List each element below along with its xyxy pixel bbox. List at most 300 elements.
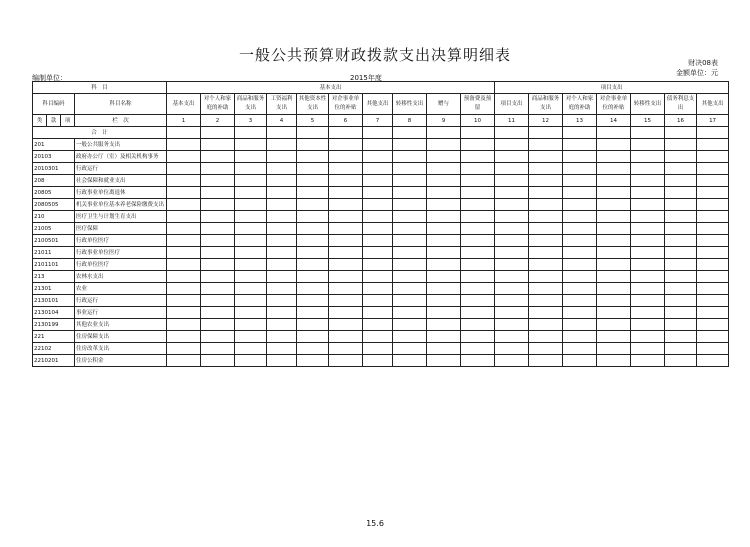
table-cell	[665, 139, 697, 151]
table-cell	[665, 175, 697, 187]
table-cell	[597, 319, 631, 331]
table-cell	[563, 175, 597, 187]
table-row	[33, 307, 729, 319]
row-code: 20805	[33, 187, 75, 199]
table-cell	[235, 283, 267, 295]
table-cell	[201, 247, 235, 259]
table-cell	[329, 259, 363, 271]
table-cell	[267, 139, 297, 151]
table-cell	[631, 187, 665, 199]
table-cell	[267, 247, 297, 259]
total-label: 合 计	[33, 127, 167, 139]
table-cell	[697, 259, 729, 271]
row-code: 21301	[33, 283, 75, 295]
table-cell	[167, 235, 201, 247]
table-cell	[665, 127, 697, 139]
table-cell	[597, 211, 631, 223]
table-cell	[631, 331, 665, 343]
table-cell	[697, 187, 729, 199]
table-cell	[427, 247, 461, 259]
table-cell	[631, 235, 665, 247]
header-row	[33, 94, 729, 115]
table-cell	[329, 319, 363, 331]
table-cell	[235, 151, 267, 163]
table-cell	[329, 211, 363, 223]
table-cell	[563, 295, 597, 307]
row-name: 其他农业支出	[75, 319, 167, 331]
project-group-header: 项目支出	[495, 82, 729, 94]
row-name: 住房改革支出	[75, 343, 167, 355]
row-code: 2010301	[33, 163, 75, 175]
table-cell	[461, 319, 495, 331]
table-cell	[167, 151, 201, 163]
table-cell	[631, 283, 665, 295]
table-cell	[563, 331, 597, 343]
page-number: 15.6	[366, 519, 384, 528]
table-cell	[631, 139, 665, 151]
table-cell	[267, 175, 297, 187]
table-cell	[665, 355, 697, 367]
column-number: 4	[267, 115, 297, 127]
row-name: 事业运行	[75, 307, 167, 319]
column-header: 基本支出	[167, 94, 201, 115]
table-cell	[529, 355, 563, 367]
table-cell	[267, 187, 297, 199]
table-cell	[597, 295, 631, 307]
table-cell	[363, 247, 393, 259]
table-cell	[631, 223, 665, 235]
table-cell	[697, 295, 729, 307]
table-cell	[167, 331, 201, 343]
page-title: 一般公共预算财政拨款支出决算明细表	[238, 46, 511, 64]
column-header: 对个人和家庭的补助	[563, 94, 597, 115]
table-cell	[597, 163, 631, 175]
table-cell	[363, 343, 393, 355]
table-cell	[297, 247, 329, 259]
column-label: 栏 次	[75, 115, 167, 127]
table-cell	[363, 163, 393, 175]
table-cell	[697, 235, 729, 247]
report-year: 2015年度	[350, 74, 382, 82]
row-code: 20103	[33, 151, 75, 163]
table-cell	[297, 259, 329, 271]
table-cell	[329, 151, 363, 163]
table-cell	[495, 151, 529, 163]
row-name: 行政运行	[75, 163, 167, 175]
table-cell	[393, 175, 427, 187]
table-cell	[267, 331, 297, 343]
table-cell	[427, 199, 461, 211]
table-cell	[235, 319, 267, 331]
table-row	[33, 175, 729, 187]
row-code: 22102	[33, 343, 75, 355]
table-cell	[393, 259, 427, 271]
row-code: 2130104	[33, 307, 75, 319]
table-cell	[529, 235, 563, 247]
table-cell	[363, 319, 393, 331]
table-cell	[201, 331, 235, 343]
table-row	[33, 343, 729, 355]
subject-header: 科 目	[33, 82, 167, 94]
column-number: 10	[461, 115, 495, 127]
table-cell	[201, 211, 235, 223]
table-cell	[461, 331, 495, 343]
table-cell	[393, 151, 427, 163]
table-cell	[665, 223, 697, 235]
table-cell	[461, 343, 495, 355]
table-cell	[235, 199, 267, 211]
table-cell	[495, 343, 529, 355]
subject-name-header: 科目名称	[75, 94, 167, 115]
table-cell	[563, 127, 597, 139]
table-cell	[201, 307, 235, 319]
table-cell	[631, 307, 665, 319]
amount-unit: 金额单位：元	[676, 69, 718, 77]
table-cell	[427, 139, 461, 151]
table-cell	[235, 175, 267, 187]
table-cell	[329, 283, 363, 295]
table-cell	[201, 319, 235, 331]
column-number: 17	[697, 115, 729, 127]
table-cell	[597, 151, 631, 163]
table-cell	[597, 355, 631, 367]
table-cell	[427, 319, 461, 331]
column-header: 转移性支出	[393, 94, 427, 115]
table-cell	[631, 247, 665, 259]
table-cell	[235, 259, 267, 271]
table-cell	[427, 331, 461, 343]
table-cell	[427, 151, 461, 163]
table-cell	[427, 271, 461, 283]
table-cell	[461, 247, 495, 259]
table-cell	[167, 187, 201, 199]
table-cell	[697, 319, 729, 331]
table-cell	[461, 151, 495, 163]
table-cell	[631, 199, 665, 211]
table-cell	[235, 331, 267, 343]
table-cell	[235, 139, 267, 151]
table-cell	[427, 235, 461, 247]
column-header: 商品和服务支出	[529, 94, 563, 115]
table-cell	[529, 331, 563, 343]
table-cell	[461, 223, 495, 235]
table-cell	[665, 343, 697, 355]
table-cell	[529, 139, 563, 151]
table-cell	[597, 307, 631, 319]
table-cell	[529, 283, 563, 295]
table-cell	[393, 283, 427, 295]
table-cell	[297, 163, 329, 175]
row-name: 农业	[75, 283, 167, 295]
table-cell	[297, 331, 329, 343]
table-cell	[363, 271, 393, 283]
table-cell	[393, 139, 427, 151]
table-cell	[461, 271, 495, 283]
table-cell	[697, 151, 729, 163]
row-code: 2210201	[33, 355, 75, 367]
table-cell	[363, 259, 393, 271]
table-cell	[597, 127, 631, 139]
table-cell	[597, 343, 631, 355]
table-cell	[495, 331, 529, 343]
table-cell	[529, 199, 563, 211]
table-cell	[427, 295, 461, 307]
table-cell	[167, 319, 201, 331]
table-cell	[461, 187, 495, 199]
table-row	[33, 319, 729, 331]
table-cell	[529, 271, 563, 283]
table-cell	[563, 247, 597, 259]
table-cell	[201, 199, 235, 211]
table-cell	[393, 211, 427, 223]
table-cell	[563, 259, 597, 271]
table-row	[33, 139, 729, 151]
table-cell	[167, 247, 201, 259]
table-cell	[665, 271, 697, 283]
table-cell	[329, 295, 363, 307]
table-cell	[495, 355, 529, 367]
column-header: 工资福利支出	[267, 94, 297, 115]
table-row	[33, 271, 729, 283]
table-cell	[597, 331, 631, 343]
table-cell	[267, 211, 297, 223]
table-cell	[167, 175, 201, 187]
table-cell	[495, 211, 529, 223]
table-cell	[563, 139, 597, 151]
table-cell	[267, 355, 297, 367]
row-name: 行政事业单位医疗	[75, 247, 167, 259]
table-cell	[201, 271, 235, 283]
table-cell	[235, 343, 267, 355]
table-cell	[297, 175, 329, 187]
table-cell	[495, 271, 529, 283]
column-number: 5	[297, 115, 329, 127]
table-cell	[297, 151, 329, 163]
column-number: 11	[495, 115, 529, 127]
total-row	[33, 127, 729, 139]
table-cell	[201, 343, 235, 355]
column-number: 6	[329, 115, 363, 127]
table-cell	[427, 223, 461, 235]
table-cell	[363, 223, 393, 235]
row-code: 210	[33, 211, 75, 223]
sub-header: 项	[61, 115, 75, 127]
table-cell	[495, 139, 529, 151]
agency-label: 编制单位：	[32, 74, 67, 82]
table-cell	[665, 283, 697, 295]
table-cell	[597, 235, 631, 247]
table-cell	[563, 199, 597, 211]
table-cell	[393, 295, 427, 307]
table-cell	[235, 355, 267, 367]
column-number: 15	[631, 115, 665, 127]
expenditure-table	[32, 81, 729, 367]
table-cell	[461, 139, 495, 151]
table-cell	[697, 211, 729, 223]
table-cell	[529, 127, 563, 139]
table-cell	[267, 235, 297, 247]
table-cell	[297, 307, 329, 319]
table-cell	[393, 223, 427, 235]
table-cell	[597, 223, 631, 235]
table-cell	[665, 151, 697, 163]
row-name: 政府办公厅（室）及相关机构事务	[75, 151, 167, 163]
table-cell	[697, 139, 729, 151]
column-number-row	[33, 115, 729, 127]
table-cell	[297, 283, 329, 295]
table-cell	[201, 151, 235, 163]
table-cell	[363, 151, 393, 163]
table-cell	[267, 163, 297, 175]
table-cell	[393, 307, 427, 319]
table-cell	[329, 331, 363, 343]
table-cell	[297, 139, 329, 151]
table-cell	[393, 247, 427, 259]
table-cell	[363, 127, 393, 139]
column-header: 对企事业单位的补贴	[329, 94, 363, 115]
table-cell	[529, 259, 563, 271]
column-number: 8	[393, 115, 427, 127]
table-cell	[363, 295, 393, 307]
table-cell	[393, 343, 427, 355]
table-cell	[363, 235, 393, 247]
table-cell	[267, 307, 297, 319]
table-cell	[631, 259, 665, 271]
table-cell	[495, 307, 529, 319]
table-cell	[461, 163, 495, 175]
table-cell	[427, 343, 461, 355]
table-cell	[427, 175, 461, 187]
table-cell	[697, 307, 729, 319]
column-number: 9	[427, 115, 461, 127]
table-cell	[665, 319, 697, 331]
row-name: 住房公积金	[75, 355, 167, 367]
table-cell	[297, 355, 329, 367]
table-cell	[461, 199, 495, 211]
table-cell	[427, 163, 461, 175]
row-code: 21005	[33, 223, 75, 235]
table-cell	[363, 355, 393, 367]
row-name: 行政运行	[75, 295, 167, 307]
column-header: 其他支出	[697, 94, 729, 115]
table-cell	[393, 235, 427, 247]
table-cell	[235, 163, 267, 175]
column-number: 12	[529, 115, 563, 127]
table-cell	[529, 163, 563, 175]
row-code: 208	[33, 175, 75, 187]
class-header: 类	[33, 115, 47, 127]
row-code: 213	[33, 271, 75, 283]
table-cell	[427, 127, 461, 139]
table-cell	[461, 295, 495, 307]
table-cell	[631, 271, 665, 283]
table-cell	[235, 295, 267, 307]
table-cell	[201, 283, 235, 295]
table-cell	[427, 259, 461, 271]
table-cell	[393, 127, 427, 139]
table-cell	[167, 343, 201, 355]
table-cell	[665, 259, 697, 271]
table-cell	[393, 271, 427, 283]
column-number: 14	[597, 115, 631, 127]
row-name: 机关事业单位基本养老保险缴费支出	[75, 199, 167, 211]
table-cell	[495, 127, 529, 139]
table-cell	[329, 247, 363, 259]
column-number: 3	[235, 115, 267, 127]
table-cell	[427, 283, 461, 295]
table-cell	[597, 175, 631, 187]
table-cell	[697, 283, 729, 295]
column-header: 转移性支出	[631, 94, 665, 115]
table-cell	[563, 319, 597, 331]
table-cell	[529, 151, 563, 163]
table-cell	[665, 187, 697, 199]
table-cell	[393, 331, 427, 343]
column-header: 商品和服务支出	[235, 94, 267, 115]
table-cell	[329, 235, 363, 247]
table-cell	[201, 127, 235, 139]
table-cell	[495, 199, 529, 211]
column-header: 项目支出	[495, 94, 529, 115]
column-header: 对企事业单位的补贴	[597, 94, 631, 115]
table-row	[33, 235, 729, 247]
row-code: 2100501	[33, 235, 75, 247]
table-row	[33, 247, 729, 259]
table-cell	[495, 319, 529, 331]
table-row	[33, 355, 729, 367]
table-cell	[167, 223, 201, 235]
table-cell	[631, 127, 665, 139]
table-row	[33, 295, 729, 307]
table-cell	[631, 163, 665, 175]
table-row	[33, 163, 729, 175]
table-cell	[267, 319, 297, 331]
column-header: 赠与	[427, 94, 461, 115]
column-header: 债务利息支出	[665, 94, 697, 115]
table-cell	[597, 247, 631, 259]
table-cell	[267, 223, 297, 235]
row-code: 2080505	[33, 199, 75, 211]
table-cell	[297, 295, 329, 307]
table-cell	[329, 343, 363, 355]
table-cell	[631, 355, 665, 367]
table-cell	[297, 127, 329, 139]
subject-code-header: 科目编码	[33, 94, 75, 115]
basic-group-header: 基本支出	[167, 82, 495, 94]
table-cell	[529, 175, 563, 187]
table-cell	[167, 283, 201, 295]
table-cell	[363, 139, 393, 151]
table-cell	[329, 271, 363, 283]
table-cell	[665, 331, 697, 343]
table-cell	[563, 211, 597, 223]
table-cell	[167, 307, 201, 319]
table-cell	[529, 223, 563, 235]
column-header: 预备费及预留	[461, 94, 495, 115]
table-cell	[697, 175, 729, 187]
table-cell	[329, 187, 363, 199]
table-cell	[329, 127, 363, 139]
table-cell	[235, 211, 267, 223]
table-cell	[563, 271, 597, 283]
row-name: 一般公共服务支出	[75, 139, 167, 151]
table-cell	[201, 175, 235, 187]
header-row	[33, 82, 729, 94]
table-cell	[597, 199, 631, 211]
table-cell	[363, 175, 393, 187]
table-cell	[495, 175, 529, 187]
table-cell	[461, 355, 495, 367]
